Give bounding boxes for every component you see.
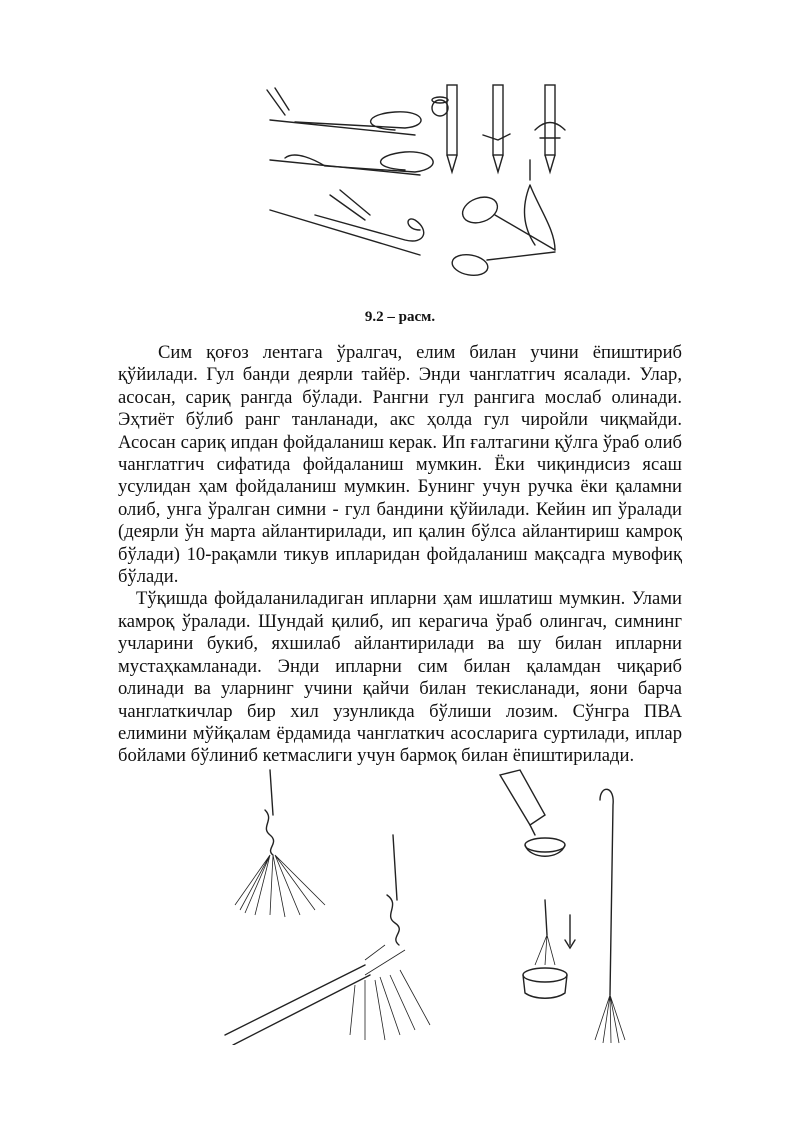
wire-wrapping-illustration xyxy=(255,80,585,280)
figure-caption: 9.2 – расм. xyxy=(364,309,436,325)
paragraph: Тўқишда фойдаланиладиган ипларни ҳам ишлатиш мумкин. Улами камроқ ўралади. Шундай қилиб, ип керагича ўраб олингач, симнинг учларини букиб, яхшилаб айлантирилади ва шу билан ипларни мустаҳкамланади. Энди ипларни сим билан қаламдан чиқариб олинади ва уларнинг учини қайчи билан текисланади, яони барча чанглаткичлар бир хил узунликда бўлиши лозим. Сўнгра ПВА елимини мўйқалам ёрдамида чанглаткич асосларига суртилади, иплар бойлами бўлиниб кетмаслиги учун бармоқ билан ёпиштирилади. xyxy=(118,588,682,767)
tassel-making-illustration xyxy=(215,765,645,1045)
paragraph: Сим қоғоз лентага ўралгач, елим билан учини ёпиштириб қўйилади. Гул банди деярли тайёр. Энди чанглатгич ясалади. Улар, асосан, сариқ рангда бўлади. Рангни гул рангига мослаб олинади. Эҳтиёт бўлиб ранг танланади, акс ҳолда гул чиройли чиқмайди. Асосан сариқ ипдан фойдаланиш керак. Ип ғалтагини қўлга ўраб олиб чанглатгич сифатида фойдаланиш мумкин. Ёки чиқиндисиз ясаш усулидан ҳам фойдаланиш мумкин. Бунинг учун ручка ёки қаламни олиб, унга ўралган симни - гул бандини қўйилади. Кейин ип ўралади (деярли ўн марта айлантирилади, ип қалин бўлса айлантириш камроқ бўлади) 10-рақамли тикув ипларидан фойдаланиш мақсадга мувофиқ бўлади. xyxy=(118,342,682,588)
body-text xyxy=(118,342,682,768)
